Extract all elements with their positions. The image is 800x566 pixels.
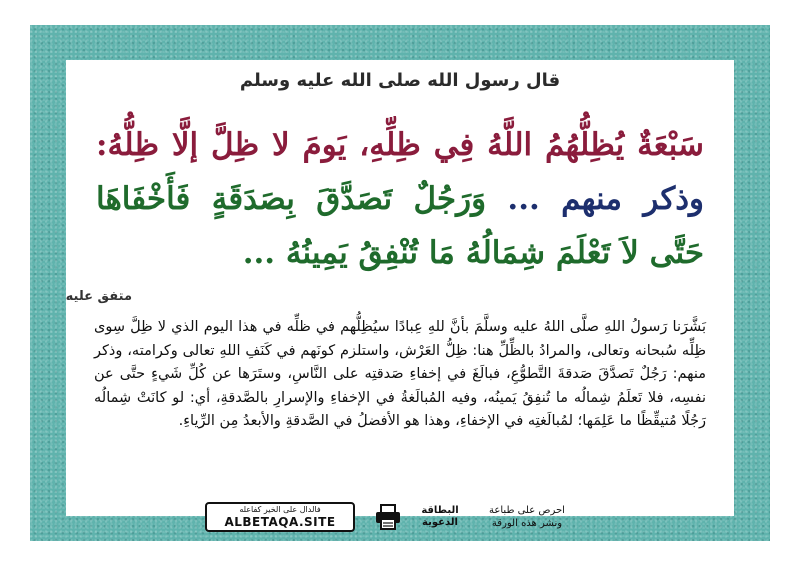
hadith-part-2: وذكر منهم ... — [507, 181, 705, 217]
site-url: ALBETAQA.SITE — [224, 515, 336, 529]
hadith-text — [96, 118, 704, 280]
content-card — [66, 60, 734, 516]
print-note — [477, 504, 577, 530]
hadith-part-1: سَبْعَةٌ يُظِلُّهُمُ اللَّهُ فِي ظِلِّهِ، يَومَ لا ظِلَّ إلَّا ظِلُّهُ: — [96, 127, 704, 163]
hadith-intro: قال رسول الله صلى الله عليه وسلم — [239, 70, 561, 91]
print-note-line-1: احرص على طباعة — [489, 505, 565, 516]
site-tagline: فالدال على الخير كفاعله — [239, 505, 321, 514]
footer-bar — [205, 500, 595, 534]
print-note-line-2: ونشر هذه الورقة — [491, 518, 563, 529]
printer-icon — [373, 502, 403, 532]
site-link[interactable] — [205, 502, 355, 532]
hadith-part-3: وَرَجُلٌ تَصَدَّقَ بِصَدَقَةٍ فَأَخْفَاهَا حَتَّى لاَ تَعْلَمَ شِمَالُهُ مَا تُنْفِقُ يَمِينُهُ ... — [96, 181, 704, 271]
logo-line-2: الدعوية — [422, 517, 458, 528]
albetaqa-logo — [417, 501, 463, 533]
hadith-source: متفق عليه — [65, 289, 132, 304]
explanation-text: بَشَّرَنا رَسولُ اللهِ صلَّى اللهُ عليه وسلَّمَ بأنَّ للهِ عِبادًا سيُظِلُّهم في ظلِّه في هذا اليوم الذي لا ظِلَّ سِوى ظِلِّه سُبحانه وتعالى، والمرادُ بالظِّلِّ هنا: ظِلُّ العَرْش، واستلزم كونَهم في كَنَفِ اللهِ تعالى وكرامته، وذكر منهم: رَجُلٌ تَصدَّقَ صَدقةَ التَّطوُّعِ، فبالَغَ في إخفاءِ صَدقتِه على النَّاسِ، وستَرَها عن كُلِّ شَيءٍ حتَّى عن نفسِه، فلا تَعلَمُ شِمالُه ما تُنفِقُ يَمينُه، وفيه المُبالَغةُ في الإخفاءِ والإسرارِ بالصَّدقةِ، أي: لو كانَتْ شِمالُه رَجُلًا مُتيقِّظًا ما عَلِمَها؛ لمُبالَغتِه في الإخفاءِ، وهذا هو الأفضلُ في الصَّدقةِ والأبعدُ مِن الرِّياءِ. — [94, 319, 706, 429]
logo-line-1: البطاقة — [421, 505, 459, 516]
